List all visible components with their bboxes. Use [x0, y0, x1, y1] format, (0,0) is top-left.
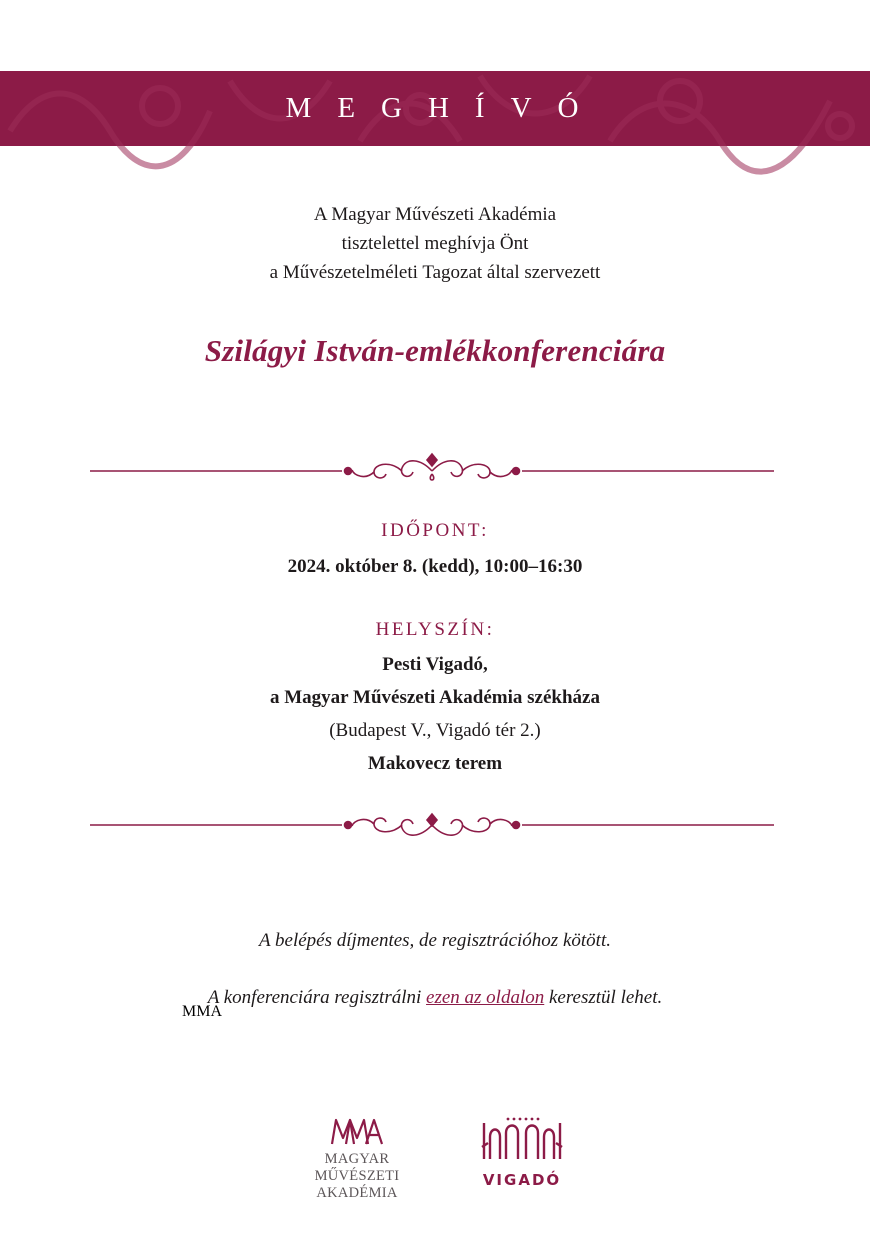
registration-text-before: A konferenciára regisztrálni	[207, 987, 427, 1008]
registration-note	[0, 987, 870, 1009]
ornamental-divider-bottom	[90, 806, 774, 846]
mma-logo-line-1: MAGYAR MŰVÉSZETI	[314, 1151, 400, 1184]
location-line-1: Pesti Vigadó,	[382, 654, 488, 675]
intro-line-3: a Művészetelméleti Tagozat által szervezett	[269, 262, 601, 283]
mma-mark-text: MMA	[182, 1003, 223, 1020]
vigado-logo	[478, 1113, 566, 1191]
conference-title: Szilágyi István-emlékkonferenciára	[204, 333, 666, 368]
location-line-3: (Budapest V., Vigadó tér 2.)	[329, 720, 541, 741]
location-label: HELYSZÍN:	[375, 619, 495, 640]
ornamental-divider-top	[90, 450, 774, 490]
header-banner	[0, 71, 870, 146]
location-line-4: Makovecz terem	[367, 753, 503, 774]
entry-note: A belépés díjmentes, de regisztrációhoz kötött.	[259, 930, 611, 951]
mma-logo-line-2: AKADÉMIA	[316, 1185, 398, 1201]
mma-logo	[182, 1003, 432, 1201]
intro-line-2: tisztelettel meghívja Önt	[341, 233, 529, 254]
invitation-heading: MEGHÍVÓ	[285, 92, 605, 124]
mma-logo-mark	[182, 1003, 432, 1146]
registration-text-after: keresztül lehet.	[544, 987, 663, 1008]
location-line-2: a Magyar Művészeti Akadémia székháza	[270, 687, 600, 708]
intro-block	[0, 200, 870, 287]
time-value: 2024. október 8. (kedd), 10:00–16:30	[287, 556, 583, 577]
registration-link[interactable]: ezen az oldalon	[426, 987, 545, 1008]
location-block	[0, 648, 870, 780]
intro-line-1: A Magyar Művészeti Akadémia	[313, 204, 557, 225]
vigado-logo-text: VIGADÓ	[482, 1171, 562, 1189]
time-label: IDŐPONT:	[381, 520, 489, 541]
